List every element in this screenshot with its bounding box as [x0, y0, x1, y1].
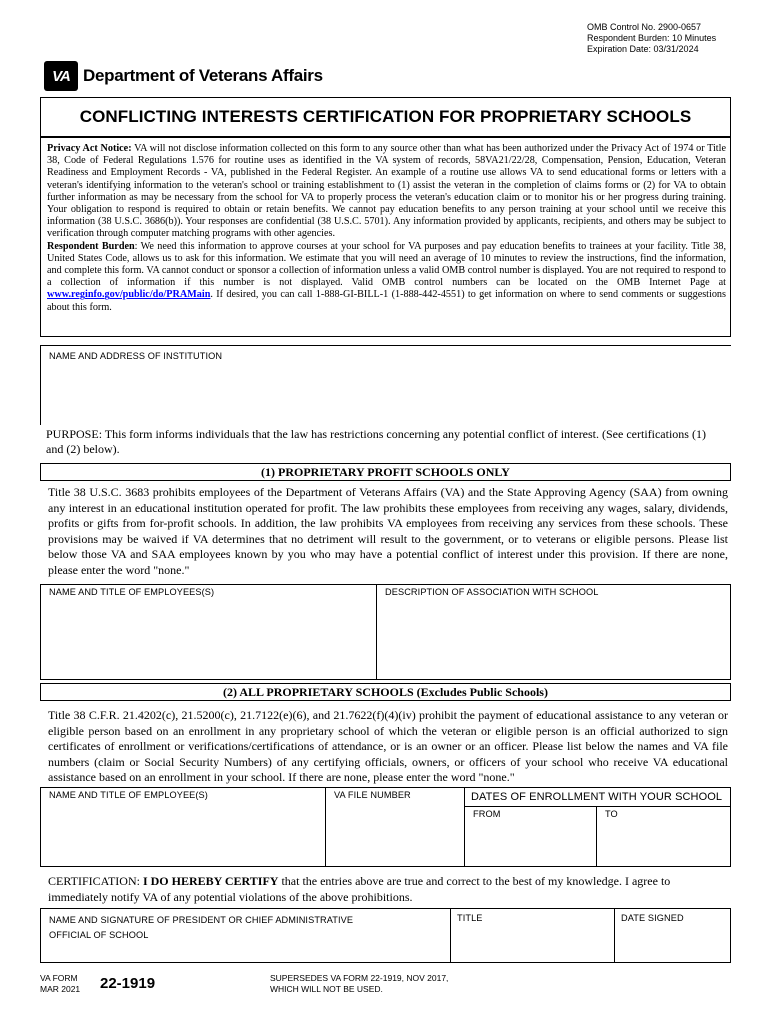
va-file-number-field[interactable]: [325, 787, 465, 867]
institution-field[interactable]: [40, 345, 731, 425]
employee-name-field[interactable]: [40, 787, 326, 867]
title-field[interactable]: [450, 908, 615, 963]
form-label: VA FORM MAR 2021: [40, 973, 81, 994]
employees-name-label: NAME AND TITLE OF EMPLOYEES(S): [49, 587, 215, 597]
dates-of-enrollment-label: DATES OF ENROLLMENT WITH YOUR SCHOOL: [471, 791, 723, 803]
date-signed-field[interactable]: [614, 908, 731, 963]
section1-text: Title 38 U.S.C. 3683 prohibits employees of the Department of Veterans Affairs (VA) and the State Approving Agency (SAA) from owning any interest in an educational institution operated for profit. The law prohibits these employees from receiving any wages, salary, dividends, profits or gifts from for-profit schools. In addition, the law prohibits VA employees from receiving any services from these schools. These provisions may be waived if VA determines that no detriment will result to the government, or to veterans or eligible persons. Please list below those VA and SAA employees known by you who may have a potential conflict of interest under this provision. If there are none, please enter the word "none.": [48, 485, 728, 577]
privacy-act-paragraph: Privacy Act Notice: VA will not disclose information collected on this form to any source other than what has been authorized under the Privacy Act of 1974 or Title 38, Code of Federal Regulations 1.576 for routine uses as identified in the VA system of records, 58VA21/22/28, Compensation, Pension, Education, Veteran Readiness and Employment Records - VA, published in the Federal Register. An example of a routine use allows VA to send educational forms or letters with a veteran's identifying information to the veteran's school or training establishment to (1) assist the veteran in the completion of claims forms or (2) for VA to obtain further information as may be necessary from the school for VA to properly process the veteran's education claim or to monitor his or her progress during training. Your obligation to respond is required to obtain or retain benefits. We cannot pay education benefits to any person training at your school until we receive this information (38 U.S.C. 3686(b)). Your responses are confidential (38 U.S.C. 5701). Any information provided by applicants, recipients, and others may be subject to verification through computer matching programs with other agencies.: [47, 143, 726, 240]
section1-heading: (1) PROPRIETARY PROFIT SCHOOLS ONLY: [40, 463, 731, 481]
association-description-field[interactable]: [376, 584, 731, 680]
signature-label: NAME AND SIGNATURE OF PRESIDENT OR CHIEF ADMINISTRATIVE OFFICIAL OF SCHOOL: [49, 915, 354, 940]
privacy-notice: [40, 137, 731, 337]
section2-heading: (2) ALL PROPRIETARY SCHOOLS (Excludes Public Schools): [40, 683, 731, 701]
va-file-number-label: VA FILE NUMBER: [334, 790, 411, 800]
expiration-date: Expiration Date: 03/31/2024: [587, 44, 699, 54]
va-header: [44, 60, 323, 92]
employees-name-field[interactable]: [40, 584, 377, 680]
va-logo: VA: [44, 61, 78, 91]
signature-field[interactable]: [40, 908, 451, 963]
omb-control-number: OMB Control No. 2900-0657: [587, 22, 702, 32]
enrollment-from-field[interactable]: [464, 806, 597, 867]
form-title-box: [40, 97, 731, 137]
institution-label: NAME AND ADDRESS OF INSTITUTION: [49, 351, 223, 361]
enrollment-from-label: FROM: [473, 809, 501, 819]
omb-info: [587, 22, 716, 55]
respondent-burden: Respondent Burden: 10 Minutes: [587, 33, 717, 43]
enrollment-to-label: TO: [605, 809, 618, 819]
association-description-label: DESCRIPTION OF ASSOCIATION WITH SCHOOL: [385, 587, 599, 597]
enrollment-to-field[interactable]: [596, 806, 731, 867]
purpose-text: PURPOSE: This form informs individuals that the law has restrictions concerning any potential conflict of interest. (See certifications (1) and (2) below).: [46, 427, 706, 456]
department-name: Department of Veterans Affairs: [83, 66, 323, 85]
date-signed-label: DATE SIGNED: [621, 913, 684, 923]
employee-name-label: NAME AND TITLE OF EMPLOYEE(S): [49, 790, 208, 800]
title-label: TITLE: [457, 913, 483, 923]
dates-of-enrollment-header: [464, 787, 731, 807]
respondent-burden-paragraph: Respondent Burden: We need this information to approve courses at your school for VA purposes and pay education benefits to trainees at your facility. Title 38, United States Code, allows us to ask for this information. We estimate that you will need an average of 10 minutes to review the instructions, find the information, and complete this form. VA cannot conduct or sponsor a collection of information unless a valid OMB control number is displayed. You are not required to respond to a collection of information if this number is not displayed. Valid OMB control numbers can be located on the OMB Internet Page at www.reginfo.gov/public/do/PRAMain. If desired, you can call 1-888-GI-BILL-1 (1-888-442-4551) to get information on where to send comments or suggestions about this form.: [47, 240, 726, 313]
supersedes-note: SUPERSEDES VA FORM 22-1919, NOV 2017, WHICH WILL NOT BE USED.: [270, 973, 449, 994]
form-title: CONFLICTING INTERESTS CERTIFICATION FOR PROPRIETARY SCHOOLS: [79, 107, 692, 126]
form-number: 22-1919: [100, 975, 156, 992]
omb-link[interactable]: www.reginfo.gov/public/do/PRAMain: [47, 289, 211, 301]
certification-text: CERTIFICATION: I DO HEREBY CERTIFY that the entries above are true and correct to the best of my knowledge. I agree to immediately notify VA of any potential violations of the above prohibitions.: [48, 874, 671, 904]
section2-text: Title 38 C.F.R. 21.4202(c), 21.5200(c), 21.7122(e)(6), and 21.7622(f)(4)(iv) prohibit the payment of educational assistance to any veteran or eligible person based on an enrollment in any proprietary school of which the veteran or eligible person is an official authorized to sign certificates of enrollment or verifications/certifications of attendance, or is an owner or an officer. Please list below the names and VA file numbers (claim or Social Security Numbers) of any certifying officials, owners, or officers of your school who receive VA educational assistance based on an enrollment in your school. If there are none, please enter the word "none.": [48, 708, 728, 784]
